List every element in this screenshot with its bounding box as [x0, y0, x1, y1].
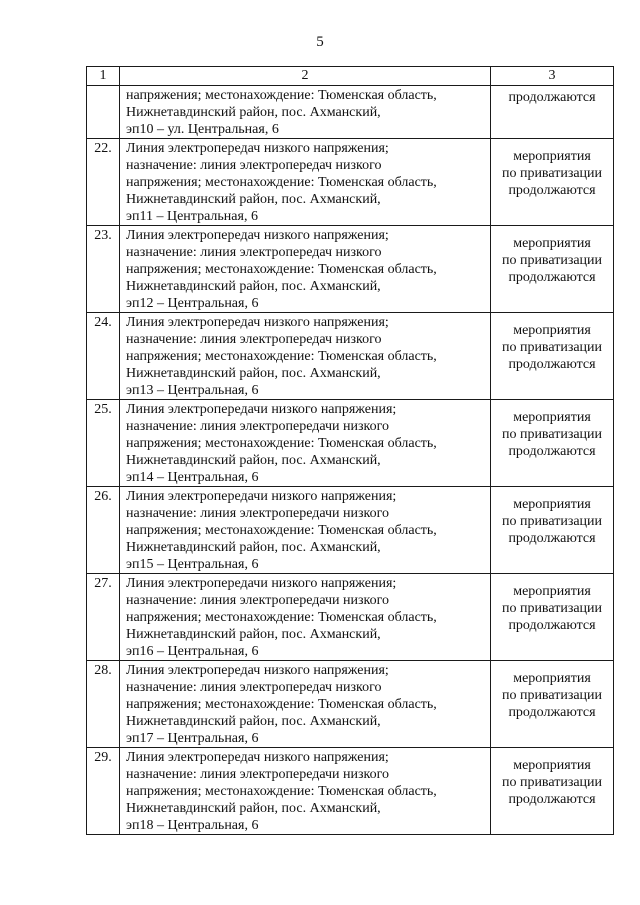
row-number: 28.: [87, 661, 120, 748]
table-row: [87, 86, 614, 139]
description-line: Линия электропередач низкого напряжения;: [126, 315, 389, 330]
row-description: [120, 748, 491, 835]
row-status: [491, 487, 614, 574]
description-line: Нижнетавдинский район, пос. Ахманский,: [126, 105, 381, 120]
description-line: эп16 – Центральная, 6: [126, 644, 259, 659]
status-line: мероприятия: [513, 236, 591, 251]
status-line: мероприятия: [513, 671, 591, 686]
description-line: эп15 – Центральная, 6: [126, 557, 259, 572]
description-line: назначение: линия электропередачи низкого: [126, 767, 390, 782]
description-line: назначение: линия электропередачи низкого: [126, 506, 390, 521]
status-line: продолжаются: [508, 531, 596, 546]
status-line: продолжаются: [508, 618, 596, 633]
status-line: по приватизации: [501, 688, 603, 703]
row-description: [120, 574, 491, 661]
description-line: Нижнетавдинский район, пос. Ахманский,: [126, 453, 381, 468]
description-line: Нижнетавдинский район, пос. Ахманский,: [126, 714, 381, 729]
row-status: [491, 748, 614, 835]
row-number: 22.: [87, 139, 120, 226]
table-row: [87, 226, 614, 313]
status-line: по приватизации: [501, 340, 603, 355]
description-line: напряжения; местонахождение: Тюменская область,: [126, 697, 437, 712]
row-status: [491, 661, 614, 748]
status-line: по приватизации: [501, 514, 603, 529]
row-number: 24.: [87, 313, 120, 400]
property-table: [86, 66, 614, 835]
description-line: назначение: линия электропередач низкого: [126, 245, 382, 260]
row-number: 27.: [87, 574, 120, 661]
description-line: Линия электропередачи низкого напряжения;: [126, 489, 397, 504]
description-line: Нижнетавдинский район, пос. Ахманский,: [126, 627, 381, 642]
description-line: Линия электропередач низкого напряжения;: [126, 141, 389, 156]
row-description: [120, 400, 491, 487]
row-status: [491, 400, 614, 487]
status-line: продолжаются: [508, 792, 596, 807]
status-line: мероприятия: [513, 323, 591, 338]
description-line: Линия электропередач низкого напряжения;: [126, 750, 389, 765]
row-number: [87, 86, 120, 139]
description-line: назначение: линия электропередач низкого: [126, 680, 382, 695]
table-row: [87, 139, 614, 226]
description-line: Нижнетавдинский район, пос. Ахманский,: [126, 279, 381, 294]
description-line: напряжения; местонахождение: Тюменская область,: [126, 175, 437, 190]
description-line: напряжения; местонахождение: Тюменская область,: [126, 523, 437, 538]
description-line: эп18 – Центральная, 6: [126, 818, 259, 833]
status-line: по приватизации: [501, 166, 603, 181]
description-line: эп12 – Центральная, 6: [126, 296, 259, 311]
column-header-number: 1: [87, 67, 120, 86]
status-line: по приватизации: [501, 253, 603, 268]
description-line: эп17 – Центральная, 6: [126, 731, 259, 746]
row-status: [491, 313, 614, 400]
description-line: напряжения; местонахождение: Тюменская область,: [126, 436, 437, 451]
row-description: [120, 661, 491, 748]
description-line: Нижнетавдинский район, пос. Ахманский,: [126, 801, 381, 816]
description-line: напряжения; местонахождение: Тюменская область,: [126, 784, 437, 799]
property-table-body: [87, 67, 614, 835]
row-status: [491, 226, 614, 313]
description-line: эп13 – Центральная, 6: [126, 383, 259, 398]
page-number: 5: [316, 34, 324, 50]
description-line: назначение: линия электропередачи низкого: [126, 419, 390, 434]
description-line: напряжения; местонахождение: Тюменская область,: [126, 88, 437, 103]
row-description: [120, 487, 491, 574]
table-row: [87, 487, 614, 574]
table-row: [87, 400, 614, 487]
description-line: эп10 – ул. Центральная, 6: [126, 122, 279, 137]
description-line: напряжения; местонахождение: Тюменская область,: [126, 610, 437, 625]
row-status: [491, 86, 614, 139]
description-line: эп14 – Центральная, 6: [126, 470, 259, 485]
description-line: Нижнетавдинский район, пос. Ахманский,: [126, 366, 381, 381]
status-line: продолжаются: [508, 270, 596, 285]
status-line: мероприятия: [513, 584, 591, 599]
row-number: 26.: [87, 487, 120, 574]
status-line: продолжаются: [508, 357, 596, 372]
status-line: мероприятия: [513, 758, 591, 773]
row-description: [120, 139, 491, 226]
row-status: [491, 139, 614, 226]
status-line: мероприятия: [513, 497, 591, 512]
row-description: [120, 86, 491, 139]
row-number: 23.: [87, 226, 120, 313]
description-line: назначение: линия электропередачи низкого: [126, 593, 390, 608]
row-status: [491, 574, 614, 661]
status-line: продолжаются: [508, 705, 596, 720]
table-row: [87, 574, 614, 661]
description-line: Линия электропередачи низкого напряжения;: [126, 402, 397, 417]
status-line: мероприятия: [513, 149, 591, 164]
status-line: продолжаются: [508, 90, 596, 105]
description-line: Линия электропередач низкого напряжения;: [126, 228, 389, 243]
column-header-status: 3: [491, 67, 614, 86]
row-description: [120, 313, 491, 400]
description-line: Нижнетавдинский район, пос. Ахманский,: [126, 540, 381, 555]
status-line: продолжаются: [508, 444, 596, 459]
status-line: по приватизации: [501, 601, 603, 616]
description-line: Нижнетавдинский район, пос. Ахманский,: [126, 192, 381, 207]
description-line: напряжения; местонахождение: Тюменская область,: [126, 349, 437, 364]
column-header-description: 2: [120, 67, 491, 86]
status-line: по приватизации: [501, 427, 603, 442]
row-number: 25.: [87, 400, 120, 487]
status-line: по приватизации: [501, 775, 603, 790]
table-header-row: [87, 67, 614, 86]
description-line: назначение: линия электропередач низкого: [126, 332, 382, 347]
row-description: [120, 226, 491, 313]
description-line: Линия электропередач низкого напряжения;: [126, 663, 389, 678]
status-line: мероприятия: [513, 410, 591, 425]
table-row: [87, 313, 614, 400]
description-line: напряжения; местонахождение: Тюменская область,: [126, 262, 437, 277]
description-line: Линия электропередачи низкого напряжения;: [126, 576, 397, 591]
description-line: назначение: линия электропередач низкого: [126, 158, 382, 173]
description-line: эп11 – Центральная, 6: [126, 209, 258, 224]
table-row: [87, 661, 614, 748]
table-row: [87, 748, 614, 835]
status-line: продолжаются: [508, 183, 596, 198]
row-number: 29.: [87, 748, 120, 835]
